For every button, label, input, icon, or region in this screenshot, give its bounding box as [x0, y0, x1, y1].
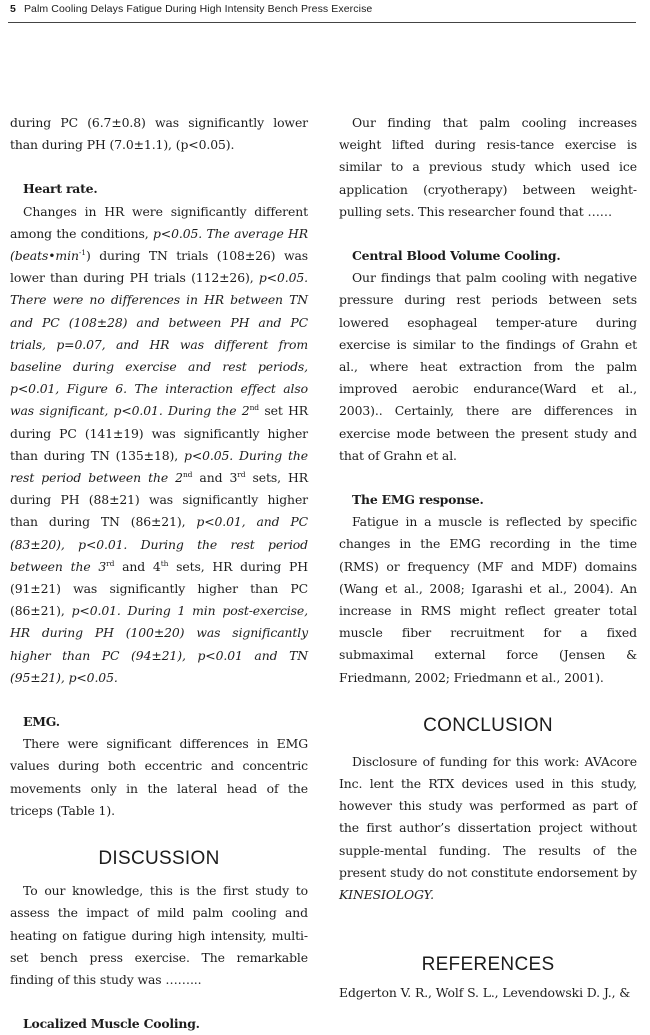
heart-rate-paragraph: Changes in HR were significantly different among the conditions, p<0.05. The average HR $(beats•\min^{-1})$ during TN trials (108±26) was lower than during PH trials (112±26), p<0.05. There were no differences in HR between TN and PC (108±28) and between PH and PC trials, p=0.07, and HR was different from baseline during exercise and rest periods, p<0.01, Figure 6. The interaction effect also was significant, p<0.01. During the 2nd set HR during PC (141±19) was significantly higher than during TN (135±18), p<0.05. During the rest period between the 2nd and 3rd sets, HR during PH (88±21) was significantly higher than during TN (86±21), p<0.01, and PC (83±20), p<0.01. During the rest period between the 3rd and 4th sets, HR during PH (91±21) was significantly higher than PC (86±21), p<0.01. During 1 min post-exercise, HR during PH (100±20) was significantly higher than PC (94±21), p<0.01 and TN (95±21), p<0.05.: [10, 203, 309, 685]
heart-rate-heading: Heart rate.: [23, 181, 98, 197]
conclusion-heading: CONCLUSION: [423, 714, 553, 736]
right-column: [339, 112, 637, 1005]
reference-entry: Edgerton V. R., Wolf S. L., Levendowski D. J., &: [339, 985, 631, 1001]
emg-response-paragraph: Fatigue in a muscle is reflected by specific changes in the EMG recording in the time (RMS) or frequency (MF and MDF) domains (Wang et al., 2008; Igarashi et al., 2004). An increase in RMS might reflect greater total muscle fiber recruitment for a fixed submaximal external force (Jensen & Friedmann, 2002; Friedmann et al., 2001).: [339, 514, 637, 685]
emg-heading: EMG.: [23, 714, 60, 730]
finding-paragraph: Our finding that palm cooling increases weight lifted during resis-tance exercise is similar to a previous study which used ice application (cryotherapy) between weight-pulling sets. This researcher found that ……: [339, 115, 637, 219]
emg-response-heading: The EMG response.: [352, 492, 484, 508]
central-blood-volume-paragraph: Our findings that palm cooling with negative pressure during rest periods between sets lowered esophageal temper-ature during exercise is similar to the findings of Grahn et al., where heat extraction from the palm improved aerobic endurance(Ward et al., 2003).. Certainly, there are differences in exercise mode between the present study and that of Grahn et al.: [339, 270, 637, 463]
running-header: [10, 3, 636, 15]
emg-paragraph: There were significant differences in EMG values during both eccentric and concentric movements only in the lateral head of the triceps (Table 1).: [10, 736, 308, 818]
central-blood-volume-heading: Central Blood Volume Cooling.: [352, 248, 561, 264]
running-title: Palm Cooling Delays Fatigue During High Intensity Bench Press Exercise: [23, 3, 373, 15]
left-column: [10, 112, 308, 1035]
continued-text: during PC (6.7±0.8) was significantly lower than during PH (7.0±1.1), (p<0.05).: [10, 115, 308, 153]
conclusion-paragraph: Disclosure of funding for this work: AVAcore Inc. lent the RTX devices used in this study, however this study was performed as part of the first author’s dissertation project without supple-mental funding. The results of the present study do not constitute endorsement by KINESIOLOGY.: [339, 753, 637, 903]
localized-cooling-heading: Localized Muscle Cooling.: [23, 1016, 200, 1032]
continued-paragraph: [10, 112, 308, 156]
discussion-paragraph: To our knowledge, this is the first study to assess the impact of mild palm cooling and heating on fatigue during high intensity, multi-set bench press exercise. The remarkable finding of this study was ……...: [10, 883, 308, 987]
references-heading: REFERENCES: [421, 954, 555, 976]
discussion-heading: DISCUSSION: [98, 848, 220, 870]
page-number: 5: [10, 3, 16, 15]
header-rule: [8, 22, 636, 23]
